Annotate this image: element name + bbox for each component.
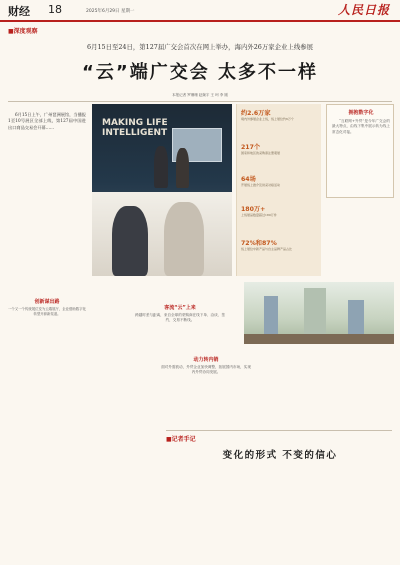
body-column <box>166 330 240 428</box>
section-name: 财经 <box>8 5 30 18</box>
quote-text: 面对外需波动，外贸企业加快调整，拓展国内市场，实现内外贸协同发展。 <box>161 365 251 375</box>
photo-person <box>154 146 168 188</box>
sidebar-title: 拥抱数字化 <box>348 110 374 116</box>
article-headline: “云”端广交会 太多不一样 <box>82 62 318 83</box>
stat-item: 180万+ 上线展品数量超过180万件 <box>241 206 277 217</box>
quote-block <box>160 356 252 376</box>
commentary-tag: ■记者手记 <box>166 436 196 443</box>
column-tag: ■深度观察 <box>8 28 38 35</box>
commentary-headline: 变化的形式 不变的信心 <box>222 450 338 461</box>
quote-text: 跨越时差与距离，来自全球的采购商在线下单、洽谈、签约，交易不断线。 <box>135 313 225 323</box>
stat-item: 217个 国家和地区的采购商注册观展 <box>241 144 281 155</box>
divider <box>166 430 392 431</box>
pull-quote-title: 创新谋出路 <box>34 299 60 305</box>
article-byline: 本报记者 罗珊珊 赵婉宇 王 珂 李 刚 <box>172 93 228 97</box>
divider <box>8 101 392 102</box>
sidebar-box <box>326 104 394 198</box>
pull-quote <box>8 298 86 317</box>
stat-item: 约2.6万家 境内外参展企业上线，线上展位约6万个 <box>241 110 294 121</box>
sidebar-text: “互联网+外贸”是今年广交会的最大特点，由线下集中展示转为线上常态化对接。 <box>332 119 390 134</box>
photo-person <box>112 206 148 276</box>
exhibition-hall-photo <box>244 282 394 344</box>
page-number: 18 <box>48 3 62 16</box>
newspaper-masthead: 人民日报 <box>337 3 390 17</box>
stats-panel <box>236 104 321 276</box>
quote-title: 动力转内销 <box>193 357 219 363</box>
page-header <box>0 0 400 22</box>
stat-item: 72%和87% 线上展位中新产品与自主品牌产品占比 <box>241 240 293 251</box>
pull-quote-text: 一个又一个传统展位变为云端展厅，企业借助数字化转型开辟新渠道。 <box>8 307 86 316</box>
quote-title: 客流“云”上来 <box>164 305 196 311</box>
photo-person <box>176 148 189 188</box>
photo-banner-text: MAKING LIFE INTELLIGENT <box>102 118 168 138</box>
photo-person <box>164 202 204 276</box>
issue-date: 2025年6月29日 星期一 <box>86 9 135 14</box>
commentary-body <box>166 464 394 560</box>
lead-paragraph: 6月15日上午，广州琶洲展馆，当播报1至10号展区全部上线，第127届中国进出口商品交易会开幕…… <box>8 112 86 130</box>
quote-block <box>134 304 226 324</box>
stat-item: 64场 开展线上推介及供采对接活动 <box>241 176 281 187</box>
article-kicker: 6月15日至24日，第127届广交会首次在网上举办，海内外26万家企业上线参展 <box>87 43 313 51</box>
body-column <box>244 350 322 430</box>
body-column <box>8 330 86 560</box>
livestream-photo <box>92 192 232 276</box>
